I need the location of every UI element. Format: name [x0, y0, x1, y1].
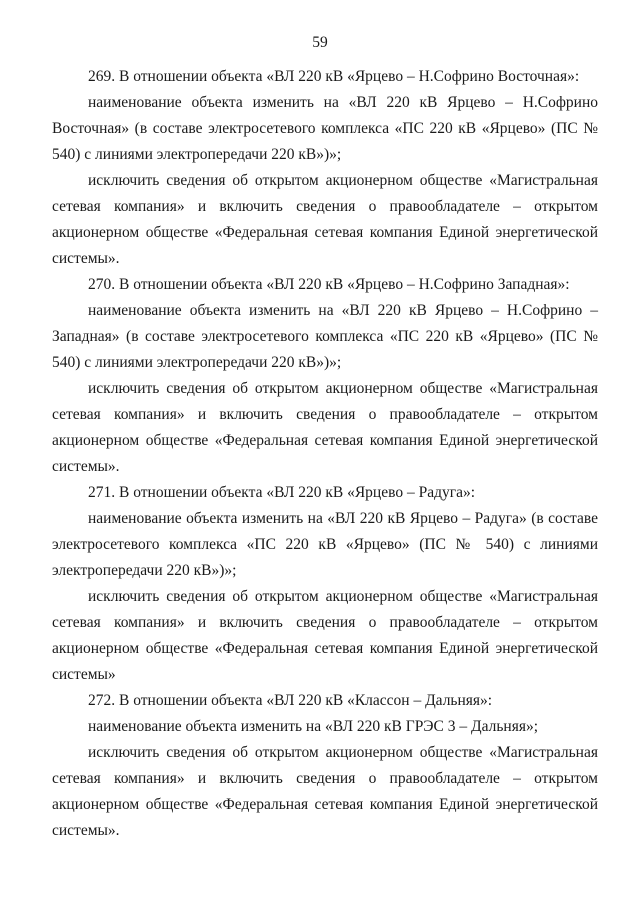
item-heading: 270. В отношении объекта «ВЛ 220 кВ «Ярцево – Н.Софрино Западная»: [88, 276, 570, 293]
item-271 [52, 480, 598, 688]
rename-paragraph: наименование объекта изменить на «ВЛ 220 кВ Ярцево – Н.Софрино Восточная» (в составе электросетевого комплекса «ПС 220 кВ «Ярцево» (ПС № 540) с линиями электропередачи 220 кВ»)»; [52, 94, 598, 163]
item-272 [52, 688, 598, 844]
item-heading: 271. В отношении объекта «ВЛ 220 кВ «Ярцево – Радуга»: [88, 484, 476, 501]
exclude-paragraph: исключить сведения об открытом акционерном обществе «Магистральная сетевая компания» и включить сведения о правообладателе – открытом акционерном обществе «Федеральная сетевая компания Единой энергетической системы». [52, 744, 598, 839]
rename-paragraph: наименование объекта изменить на «ВЛ 220 кВ Ярцево – Н.Софрино – Западная» (в составе электросетевого комплекса «ПС 220 кВ «Ярцево» (ПС № 540) с линиями электропередачи 220 кВ»)»; [52, 302, 598, 371]
item-heading: 269. В отношении объекта «ВЛ 220 кВ «Ярцево – Н.Софрино Восточная»: [88, 68, 580, 85]
document-body [52, 64, 598, 844]
rename-paragraph: наименование объекта изменить на «ВЛ 220 кВ Ярцево – Радуга» (в составе электросетевого комплекса «ПС 220 кВ «Ярцево» (ПС № 540) с линиями электропередачи 220 кВ»)»; [52, 510, 598, 579]
exclude-paragraph: исключить сведения об открытом акционерном обществе «Магистральная сетевая компания» и включить сведения о правообладателе – открытом акционерном обществе «Федеральная сетевая компания Единой энергетической системы» [52, 588, 598, 683]
item-270 [52, 272, 598, 480]
exclude-paragraph: исключить сведения об открытом акционерном обществе «Магистральная сетевая компания» и включить сведения о правообладателе – открытом акционерном обществе «Федеральная сетевая компания Единой энергетической системы». [52, 380, 598, 475]
rename-paragraph: наименование объекта изменить на «ВЛ 220 кВ ГРЭС 3 – Дальняя»; [88, 718, 539, 735]
item-heading: 272. В отношении объекта «ВЛ 220 кВ «Классон – Дальняя»: [88, 692, 493, 709]
item-269 [52, 64, 598, 272]
exclude-paragraph: исключить сведения об открытом акционерном обществе «Магистральная сетевая компания» и включить сведения о правообладателе – открытом акционерном обществе «Федеральная сетевая компания Единой энергетической системы». [52, 172, 598, 267]
page-number: 59 [312, 34, 328, 51]
